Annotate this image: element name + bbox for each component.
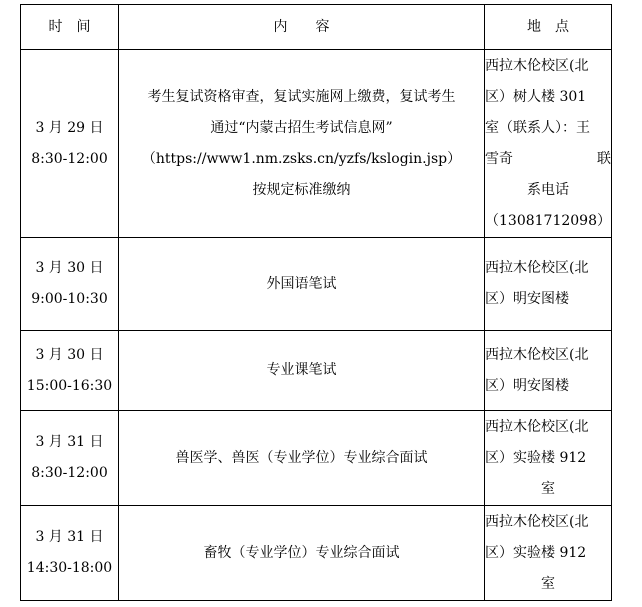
place-line: 室 xyxy=(540,480,555,497)
place-line: 区）实验楼 912 xyxy=(485,544,587,561)
place-line: 区）明安图楼 xyxy=(485,377,569,394)
table-row xyxy=(21,238,612,331)
hours-text: 15:00-16:30 xyxy=(26,377,113,394)
place-cell xyxy=(485,411,612,506)
time-cell xyxy=(21,411,119,506)
place-line: 系电话 xyxy=(526,181,569,198)
date-text: 3 月 29 日 xyxy=(35,119,104,136)
header-place: 地 点 xyxy=(485,5,612,50)
time-cell xyxy=(21,50,119,238)
content-cell: 畜牧（专业学位）专业综合面试 xyxy=(119,506,485,601)
place-line: 区）明安图楼 xyxy=(485,291,569,307)
table-row xyxy=(21,50,612,238)
content-line: 通过“内蒙古招生考试信息网” xyxy=(210,119,393,136)
content-cell: 外国语笔试 xyxy=(119,238,485,331)
schedule-table xyxy=(20,4,612,601)
place-line: 室 xyxy=(540,575,555,592)
content-line: 考生复试资格审查，复试实施网上缴费，复试考生 xyxy=(147,88,456,105)
header-row xyxy=(21,5,612,50)
table-row xyxy=(21,411,612,506)
content-cell xyxy=(119,50,485,238)
table-row xyxy=(21,331,612,411)
table-row xyxy=(21,506,612,601)
place-line: 西拉木伦校区(北 xyxy=(485,260,589,276)
place-cell xyxy=(485,331,612,411)
header-time: 时 间 xyxy=(21,5,119,50)
contact-name: 雪奇 xyxy=(485,150,513,167)
date-text: 3 月 30 日 xyxy=(35,260,104,276)
place-line: 区）树人楼 301 xyxy=(485,88,587,105)
date-text: 3 月 31 日 xyxy=(35,434,104,450)
hours-text: 8:30-12:00 xyxy=(31,150,108,167)
phone-number: （13081712098） xyxy=(485,212,611,229)
content-line: 按规定标准缴纳 xyxy=(252,181,351,198)
content-cell: 兽医学、兽医（专业学位）专业综合面试 xyxy=(119,411,485,506)
contact-line xyxy=(485,144,611,175)
content-line: （https://www1.nm.zsks.cn/yzfs/kslogin.jsp） xyxy=(141,150,462,167)
place-line: 西拉木伦校区(北 xyxy=(485,418,589,435)
hours-text: 14:30-18:00 xyxy=(26,560,113,576)
place-cell xyxy=(485,50,612,238)
content-cell: 专业课笔试 xyxy=(119,331,485,411)
time-cell xyxy=(21,331,119,411)
place-line: 区）实验楼 912 xyxy=(485,449,587,466)
hours-text: 8:30-12:00 xyxy=(31,465,108,481)
date-text: 3 月 30 日 xyxy=(35,346,104,363)
contact-tail: 联 xyxy=(596,150,611,167)
place-line: 西拉木伦校区(北 xyxy=(485,346,589,363)
date-text: 3 月 31 日 xyxy=(35,529,104,545)
place-line: 室（联系人）：王 xyxy=(485,119,590,136)
time-cell xyxy=(21,238,119,331)
place-cell xyxy=(485,238,612,331)
time-cell xyxy=(21,506,119,601)
hours-text: 9:00-10:30 xyxy=(31,291,108,307)
place-cell xyxy=(485,506,612,601)
place-line: 西拉木伦校区(北 xyxy=(485,513,589,530)
place-line: 西拉木伦校区(北 xyxy=(485,57,589,74)
header-content: 内 容 xyxy=(119,5,485,50)
